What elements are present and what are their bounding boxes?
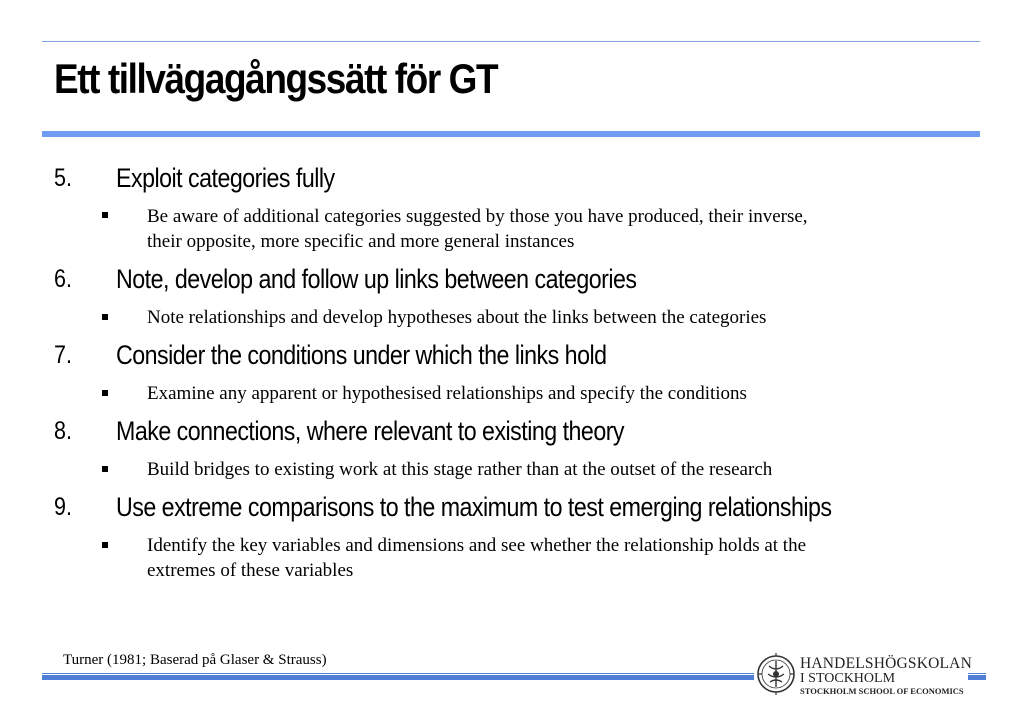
bullet-square-icon — [102, 466, 108, 472]
item-detail-line: Be aware of additional categories suggested by those you have produced, their inverse, — [147, 206, 808, 227]
item-detail-line: Note relationships and develop hypotheses about the links between the categories — [147, 307, 767, 328]
item-detail — [147, 381, 977, 406]
logo-text-english: STOCKHOLM SCHOOL OF ECONOMICS — [800, 686, 964, 696]
bullet-square-icon — [102, 390, 108, 396]
item-detail-line: their opposite, more specific and more general instances — [147, 231, 575, 252]
footer-citation: Turner (1981; Baserad på Glaser & Strauss) — [63, 652, 327, 668]
seal-icon — [756, 652, 796, 696]
top-divider — [42, 41, 980, 42]
item-detail — [147, 533, 977, 583]
item-detail-line: Identify the key variables and dimensions and see whether the relationship holds at the — [147, 535, 807, 556]
item-number: 9. — [54, 493, 72, 521]
item-heading: Note, develop and follow up links between categories — [116, 264, 637, 294]
bullet-square-icon — [102, 314, 108, 320]
school-logo — [756, 652, 972, 698]
footer-divider-bar-right — [968, 675, 986, 680]
item-heading: Use extreme comparisons to the maximum to test emerging relationships — [116, 492, 832, 522]
footer-divider — [42, 673, 754, 674]
item-number: 5. — [54, 164, 72, 192]
item-number: 6. — [54, 265, 72, 293]
item-detail-line: extremes of these variables — [147, 560, 354, 581]
item-heading: Make connections, where relevant to existing theory — [116, 416, 625, 446]
footer-divider-bar — [42, 675, 754, 680]
item-detail — [147, 457, 977, 482]
bullet-square-icon — [102, 212, 108, 218]
item-number: 7. — [54, 341, 72, 369]
item-heading: Exploit categories fully — [116, 163, 335, 193]
item-detail — [147, 204, 977, 254]
slide-title: Ett tillvägagångssätt för GT — [54, 55, 498, 102]
item-heading: Consider the conditions under which the links hold — [116, 340, 607, 370]
bullet-square-icon — [102, 542, 108, 548]
title-underline — [42, 131, 980, 137]
item-detail-line: Examine any apparent or hypothesised relationships and specify the conditions — [147, 383, 747, 404]
item-number: 8. — [54, 417, 72, 445]
logo-text-secondary: I STOCKHOLM — [800, 671, 896, 686]
item-detail-line: Build bridges to existing work at this stage rather than at the outset of the research — [147, 459, 773, 480]
item-detail — [147, 305, 977, 330]
footer-divider-right — [968, 673, 986, 674]
logo-text-primary: HANDELSHÖGSKOLAN — [800, 655, 972, 672]
